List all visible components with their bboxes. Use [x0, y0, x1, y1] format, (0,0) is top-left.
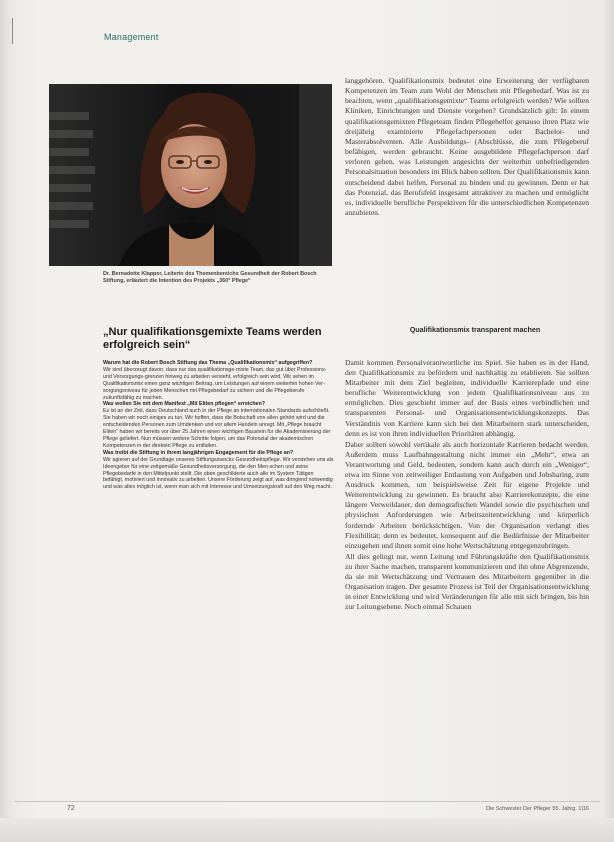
print-mark	[12, 18, 13, 44]
interview-qa	[103, 360, 335, 491]
publication-info: Die Schwester Der Pfleger 55. Jahrg. 1|16	[486, 806, 589, 812]
page-right-edge	[604, 0, 614, 842]
question: Was wollen Sie mit dem Manifest „Mit Eliten pflegen“ erreichen?	[103, 401, 265, 408]
page-number: 72	[67, 805, 75, 812]
page-bottom-edge	[0, 818, 614, 842]
section-label: Management	[104, 32, 159, 42]
article-column-bottom	[345, 358, 589, 612]
page-left-edge	[0, 0, 14, 842]
footer-rule	[14, 801, 600, 802]
photo-caption: Dr. Bernadette Klapper, Leiterin des Themenbereichs Gesundheit der Robert Bosch Stiftung, erläutert die Intention des Projekts „360° Pflege“	[103, 271, 317, 284]
portrait-illustration	[49, 84, 332, 266]
question: Was treibt die Stiftung in ihrem langjährigen Engagement für die Pflege an?	[103, 449, 294, 456]
portrait-photo	[49, 84, 332, 266]
article-column-top	[345, 76, 589, 218]
article-paragraph: Daher sollten sowohl vertikale als auch horizontale Karrieren bedacht werden. Außerdem muss Laufbahngestaltung nicht immer ein „Mehr“, etwa an Verantwortung und Geld, bedeuten, sondern kann auch durch ein „Weniger“, etwa im Sinne von zeitweiliger Entlastung von Aufgaben und Jobsharing, zum Ausdruck kommen, um beispielsweise Zeit für eigene Projekte und Weiterentwicklung zu gewinnen. Es braucht also Karrierekonzepte, die eine längere Verweildauer, den demografischen Wandel sowie die psychischen und physischen Anforderungen wie Arbeitszeitentwicklung und körperlich fordernde Arbeiten berücksichtigen. Von der Organisation verlangt dies Flexibilität; denn es bedeutet, konsequent auf die Bedürfnisse der Mitarbeiter einzugehen und ihnen somit eine hohe Wertschätzung entgegenzubringen.	[345, 439, 589, 550]
answer: Wir agieren auf der Grundlage unseres Stiftungszwecks Gesundheitspflege. Wir verstehen uns als Ideengeber für eine zeitgemäße Gesundheitsversorgung, die den Men-schen und seine Pflegebedarfe in den Mittelpunkt stellt. Die oben geschilderte auch alle im System Tätigen befähigt, motiviert und innovativ zu arbeiten. Unsere Förderung zeigt auf, was dringend notwendig und was alles möglich ist, wenn man sich mit Interesse und Umsetzungskraft auf den Weg macht.	[103, 456, 334, 491]
article-paragraph: Damit kommen Personalverantwortliche ins Spiel. Sie haben es in der Hand, den Qualifikationsmix zu befördern und nachhaltig zu etablieren. Sie sollten Mitarbeiter mit dem Ziel begleiten, individuelle Karrierepfade und eine berufliche Weiterentwicklung von jedem Qualifikationsniveau aus zu ermöglichen. Dies geschieht immer auf der Basis eines verbindlichen und transparenten Personal- und Organisationsentwicklungskonzepts. Das Verständnis von Karriere kann sich bei den Mitarbeitern stark unterscheiden, denn es ist von ihren individuellen Prioritäten abhängig.	[345, 358, 589, 438]
article-paragraph: langgehören. Qualifikationsmix bedeutet eine Erweiterung der verfügbaren Kompetenzen im Team zum Wohl der Menschen mit Pflegebedarf. Was ist zu beachten, wenn „qualifikationsgemixte“ Teams erfolgreich werden? Wie sollten Kliniken, Einrichtungen und Dienste vorgehen? Grundsätzlich gilt: In einem qualifikationsgemixten Pflegeteam finden Pflegehelfer genauso ihren Platz wie dreijährig examinierte Pflegefachpersonen oder Bachelor- und Masterabsolventen. Alle Ausbildungs- (Abschlüsse, die zum Pflegeberuf befähigen, werden gebraucht. Keine ausgebildete Pflegefachperson darf verloren gehen, was Leistungen angesichts der weiterhin unbefriedigenden Personalsituation besonders im Blick haben sollten. Der Qualifikationsmix kann entscheidend dabei helfen, Personal zu binden und zu gewinnen. Denn er hat das Potenzial, das Berufsfeld insgesamt attraktiver zu machen und ermöglicht es, individuelle berufliche Perspektiven für die unterschiedlichen Kompetenzen anzubieten.	[345, 76, 590, 218]
article-paragraph: All dies gelingt nur, wenn Leitung und Führungskräfte den Qualifikationsmix zu ihrer Sache machen, transparent kommunizieren und ihn ohne Abgrenzende, da sie mit Wertschätzung und Vertrauen des Mitarbeitern gegenüber in die Organisation tragen. Der gesamte Prozess ist Teil der Organisationsentwicklung in einer Entwicklung und wird Veränderungen für alle mit sich bringen, bis hin zur Leitungsebene. Noch einmal Schauen	[345, 551, 589, 612]
question: Warum hat die Robert Bosch Stiftung das Thema „Qualifikationsmix“ aufgegriffen?	[103, 360, 313, 366]
answer: Es ist an der Zeit, dass Deutschland auch in der Pflege an internationalen Standards aufschließt. Sie haben wir noch einiges zu tun. Wir hoffen, dass die Botschaft von allen gehört wird und die entscheidenden Personen zum Umdenken und vor allem Handeln anregt. Mit „Pflege braucht Eliten“ haben wir bereits vor über 25 Jahren einen wichtigen Baustein für die Akademisierung der Pflege geliefert. Nun müssen weitere Schritte folgen, um das Potenzial der akademischen Kompetenzen in der direkten Pflege zu entfalten.	[103, 408, 331, 449]
interview-headline: „Nur qualifikationsgemixte Teams werden erfolgreich sein“	[103, 326, 322, 351]
answer: Wir sind überzeugt davon, dass nur das qualifikationsge-mixte Team, das gut über Professions- und Versorgungs-grenzen hinweg zu arbeiten versteht, erfolgreich sein wird. Wir sehen im Qualifikationsmix einen ganz wichtigen Beitrag, um Leistungen auf einem weiterhin hohen Ver-sorgungsniveau für jeden Menschen mit Pflegebedarf zu sichern und die Pflegeberufe zukunftsfähig zu machen.	[103, 366, 327, 401]
article-subheading: Qualifikationsmix transparent machen	[409, 325, 541, 334]
